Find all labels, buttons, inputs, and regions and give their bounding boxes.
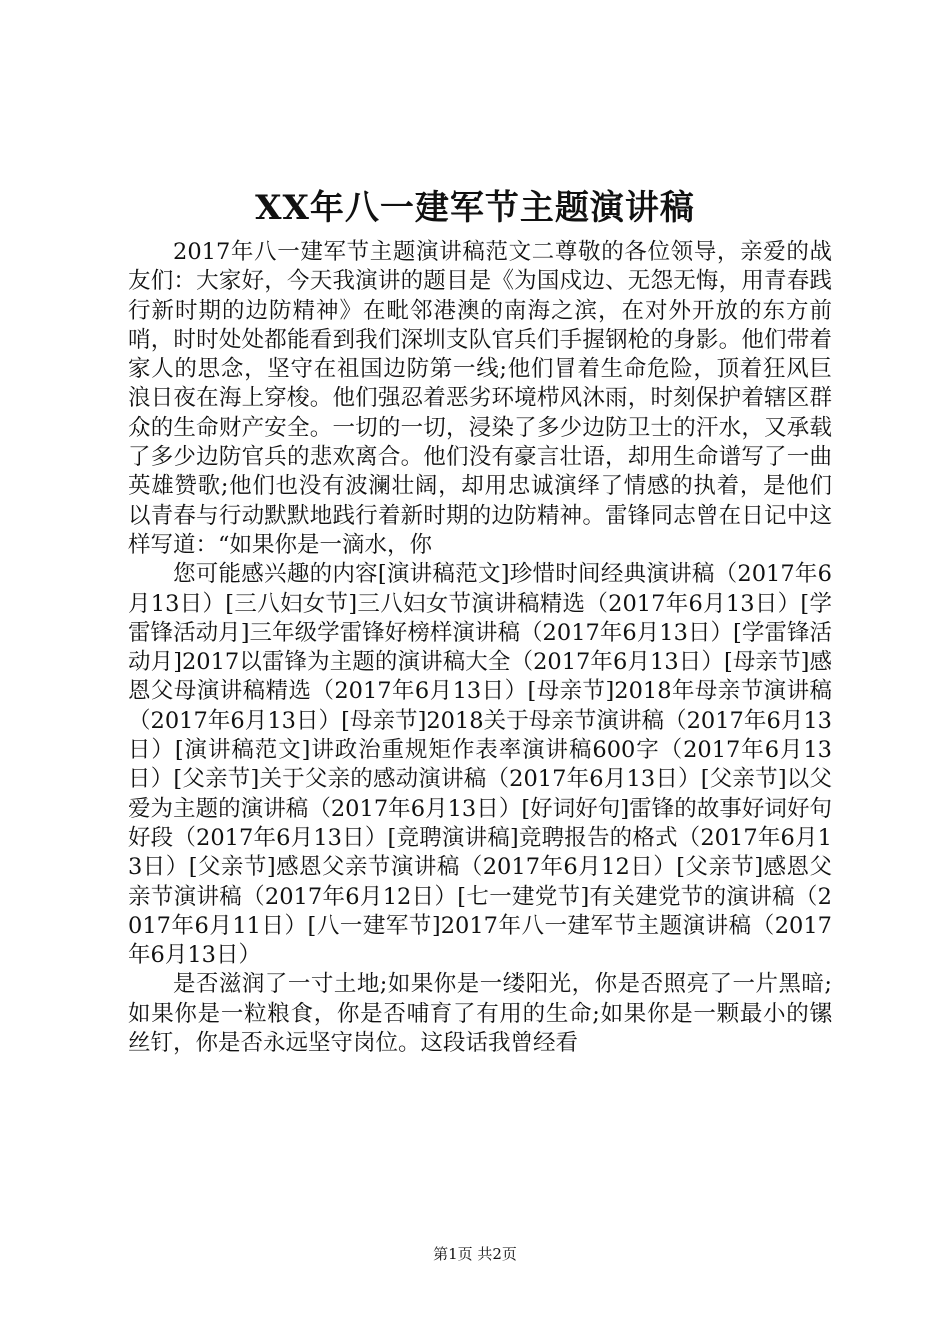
paragraph-speech-continued: 是否滋润了一寸土地;如果你是一缕阳光，你是否照亮了一片黑暗;如果你是一粒粮食，你是否哺育了有用的生命;如果你是一颗最小的镙丝钉，你是否永远坚守岗位。这段话我曾经看 [128, 971, 832, 1057]
document-body [128, 238, 832, 1058]
paragraph-related-content: 您可能感兴趣的内容[演讲稿范文]珍惜时间经典演讲稿（2017年6月13日）[三八妇女节]三八妇女节演讲稿精选（2017年6月13日）[学雷锋活动月]三年级学雷锋好榜样演讲稿（2017年6月13日）[学雷锋活动月]2017以雷锋为主题的演讲稿大全（2017年6月13日）[母亲节]感恩父母演讲稿精选（2017年6月13日）[母亲节]2018年母亲节演讲稿（2017年6月13日）[母亲节]2018关于母亲节演讲稿（2017年6月13日）[演讲稿范文]讲政治重规矩作表率演讲稿600字（2017年6月13日）[父亲节]关于父亲的感动演讲稿（2017年6月13日）[父亲节]以父爱为主题的演讲稿（2017年6月13日）[好词好句]雷锋的故事好词好句好段（2017年6月13日）[竞聘演讲稿]竞聘报告的格式（2017年6月13日）[父亲节]感恩父亲节演讲稿（2017年6月12日）[父亲节]感恩父亲节演讲稿（2017年6月12日）[七一建党节]有关建党节的演讲稿（2017年6月11日）[八一建军节]2017年八一建军节主题演讲稿（2017年6月13日） [128, 561, 832, 969]
paragraph-speech-intro: 2017年八一建军节主题演讲稿范文二尊敬的各位领导，亲爱的战友们：大家好，今天我演讲的题目是《为国戍边、无怨无悔，用青春践行新时期的边防精神》在毗邻港澳的南海之滨，在对外开放的东方前哨，时时处处都能看到我们深圳支队官兵们手握钢枪的身影。他们带着家人的思念，坚守在祖国边防第一线;他们冒着生命危险，顶着狂风巨浪日夜在海上穿梭。他们强忍着恶劣环境栉风沐雨，时刻保护着辖区群众的生命财产安全。一切的一切，浸染了多少边防卫士的汗水，又承载了多少边防官兵的悲欢离合。他们没有豪言壮语，却用生命谱写了一曲英雄赞歌;他们也没有波澜壮阔，却用忠诚演绎了情感的执着，是他们以青春与行动默默地践行着新时期的边防精神。雷锋同志曾在日记中这样写道：“如果你是一滴水，你 [128, 239, 832, 558]
page-footer: 第1页 共2页 [433, 1245, 517, 1263]
document-title: XX年八一建军节主题演讲稿 [255, 188, 695, 228]
